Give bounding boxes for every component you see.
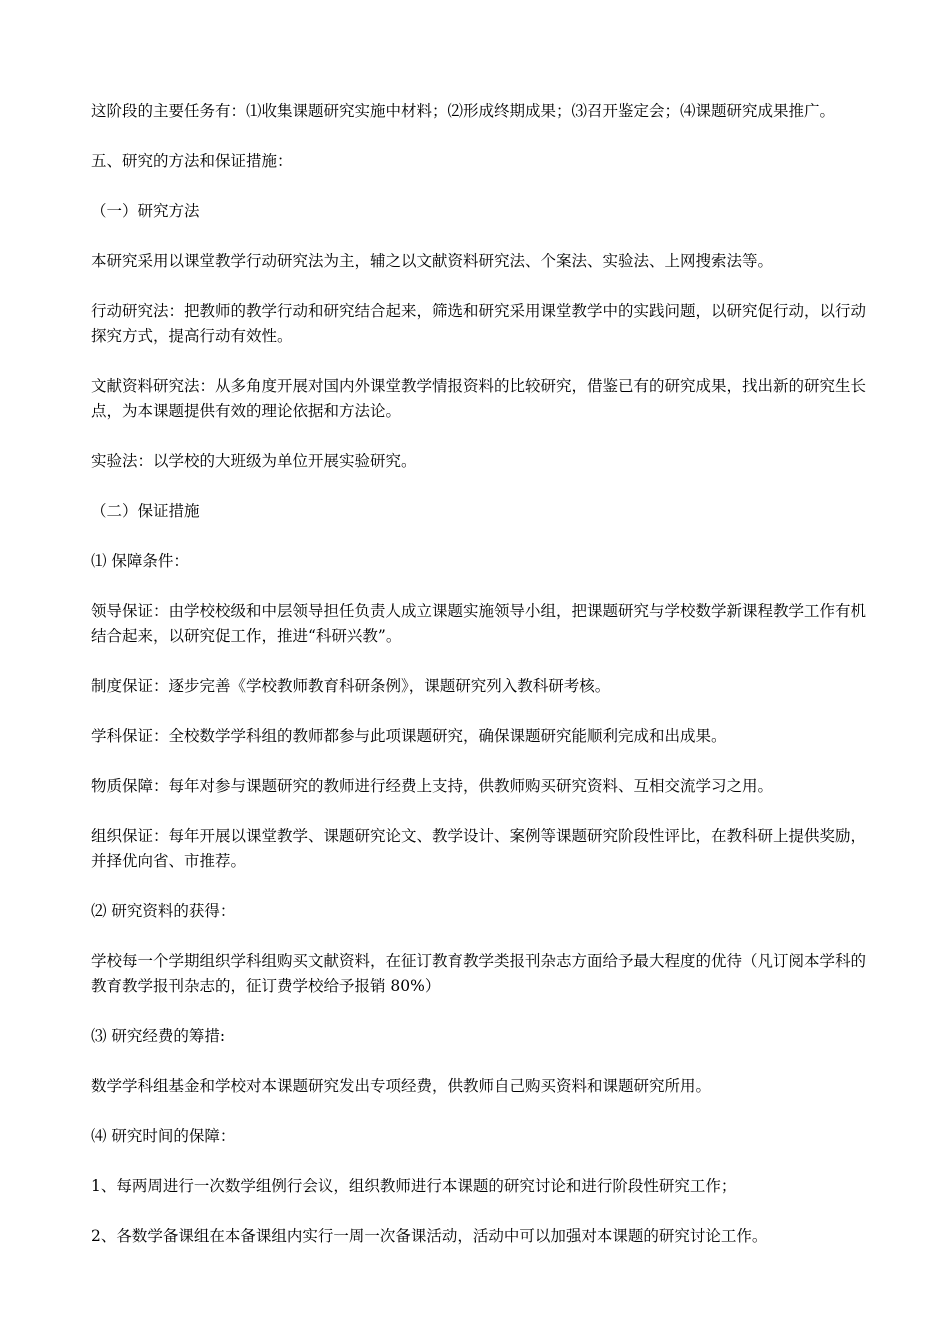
paragraph-organization-guarantee: 组织保证：每年开展以课堂教学、课题研究论文、教学设计、案例等课题研究阶段性评比，在教科研上提供奖励，并择优向省、市推荐。: [91, 827, 867, 870]
paragraph-materials-purchase: 学校每一个学期组织学科组购买文献资料，在征订教育教学类报刊杂志方面给予最大程度的优待（凡订阅本学科的教育教学报刊杂志的，征订费学校给予报销 80%）: [91, 952, 867, 995]
paragraph-experiment-method: 实验法：以学校的大班级为单位开展实验研究。: [91, 452, 417, 470]
item-research-funding: ⑶ 研究经费的筹措:: [91, 1027, 226, 1045]
item-research-materials: ⑵ 研究资料的获得：: [91, 902, 236, 920]
paragraph-material-guarantee: 物质保障：每年对参与课题研究的教师进行经费上支持，供教师购买研究资料、互相交流学习之用。: [91, 777, 774, 795]
list-item-weekly-lesson-prep: 2、各数学备课组在本备课组内实行一周一次备课活动，活动中可以加强对本课题的研究讨论工作。: [91, 1227, 768, 1245]
paragraph-leadership-guarantee: 领导保证：由学校校级和中层领导担任负责人成立课题实施领导小组，把课题研究与学校数学新课程教学工作有机结合起来，以研究促工作，推进“科研兴教”。: [91, 602, 867, 645]
paragraph-methods-overview: 本研究采用以课堂教学行动研究法为主，辅之以文献资料研究法、个案法、实验法、上网搜索法等。: [91, 252, 774, 270]
list-item-biweekly-meeting: 1、每两周进行一次数学组例行会议，组织教师进行本课题的研究讨论和进行阶段性研究工作；: [91, 1177, 737, 1195]
paragraph-literature-research: 文献资料研究法：从多角度开展对国内外课堂教学情报资料的比较研究，借鉴已有的研究成果，找出新的研究生长点，为本课题提供有效的理论依据和方法论。: [91, 377, 867, 420]
paragraph-subject-guarantee: 学科保证：全校数学学科组的教师都参与此项课题研究，确保课题研究能顺利完成和出成果。: [91, 727, 727, 745]
paragraph-funding-source: 数学学科组基金和学校对本课题研究发出专项经费，供教师自己购买资料和课题研究所用。: [91, 1077, 712, 1095]
heading-methods-measures: 五、研究的方法和保证措施：: [91, 152, 293, 170]
subheading-research-methods: （一）研究方法: [91, 202, 200, 220]
item-guarantee-conditions: ⑴ 保障条件：: [91, 552, 189, 570]
paragraph-action-research: 行动研究法：把教师的教学行动和研究结合起来，筛选和研究采用课堂教学中的实践问题，以研究促行动，以行动探究方式，提高行动有效性。: [91, 302, 867, 345]
subheading-guarantee-measures: （二）保证措施: [91, 502, 200, 520]
item-research-time: ⑷ 研究时间的保障：: [91, 1127, 236, 1145]
document-page: [91, 99, 871, 1249]
paragraph-stage-tasks: 这阶段的主要任务有：⑴收集课题研究实施中材料；⑵形成终期成果；⑶召开鉴定会；⑷课题研究成果推广。: [91, 102, 836, 120]
paragraph-system-guarantee: 制度保证：逐步完善《学校教师教育科研条例》，课题研究列入教科研考核。: [91, 677, 611, 695]
